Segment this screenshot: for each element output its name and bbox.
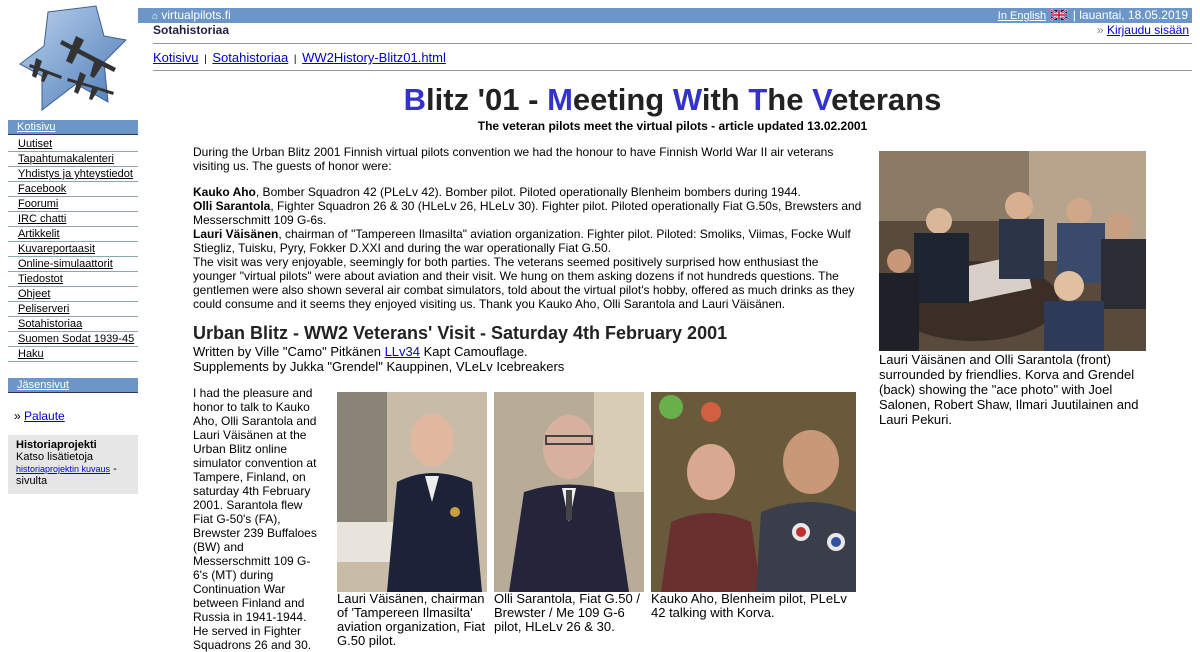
title-initial: V [812, 82, 832, 117]
breadcrumb-section[interactable]: Sotahistoriaa [212, 50, 289, 65]
sidebar-item-sotahistoriaa [8, 317, 138, 332]
english-link[interactable]: In English [997, 10, 1047, 22]
title-part: eeting [572, 82, 665, 117]
uk-flag-icon[interactable] [1051, 10, 1067, 20]
veteran-name: Olli Sarantola [193, 199, 271, 213]
title-initial: B [403, 82, 427, 117]
sidebar-link[interactable]: Artikkelit [18, 228, 60, 240]
sidebar-link[interactable]: Online-simulaattorit [18, 258, 113, 270]
group-photo-caption: Lauri Väisänen and Olli Sarantola (front) surrounded by friendlies. Korva and Grendel (back) showing the "ace photo" with Joel Salonen, Robert Shaw, Ilmari Juutilainen and Lauri Pekuri. [879, 352, 1139, 427]
intro-paragraph: During the Urban Blitz 2001 Finnish virtual pilots convention we had the honour to have Finnish World War II air veterans visiting us. The guests of honor were: [193, 145, 834, 173]
section-heading: Urban Blitz - WW2 Veterans' Visit - Saturday 4th February 2001 [193, 323, 728, 343]
top-bar [138, 8, 1192, 23]
photo-caption: Olli Sarantola, Fiat G.50 / Brewster / Me 109 G-6 pilot, HLeLv 26 & 30. [494, 591, 640, 634]
article-body: I had the pleasure and honor to talk to Kauko Aho, Olli Sarantola and Lauri Väisänen at the Urban Blitz online simulator convention at Tampere, Finland, on saturday 4th February 2001. Sarantola flew Fiat G-50's (FA), Brewster 239 Buffaloes (BW) and Messerschmitt 109 G-6's (MT) during Continuation War between Finland and Russia in 1941-1944. He served in Fighter Squadrons 26 and 30. [193, 386, 317, 652]
feedback-area [8, 409, 138, 423]
sidebar-item-uutiset [8, 137, 138, 152]
group-photo [879, 151, 1146, 351]
site-logo[interactable] [18, 6, 130, 110]
byline-text: Kapt Camouflage. [419, 344, 528, 359]
sidebar-item-kuvareportaasit [8, 242, 138, 257]
login-link[interactable]: Kirjaudu sisään [1106, 23, 1189, 37]
history-project-title: Historiaprojekti [16, 439, 97, 451]
sidebar-item-tiedostot [8, 272, 138, 287]
breadcrumb-page[interactable]: WW2History-Blitz01.html [302, 50, 446, 65]
title-initial: M [547, 82, 573, 117]
byline-text: Written by Ville "Camo" Pitkänen [193, 344, 385, 359]
history-project-text: Katso lisätietoja [16, 451, 94, 463]
sidebar-link[interactable]: Kuvareportaasit [18, 243, 96, 255]
sidebar-link[interactable]: IRC chatti [18, 213, 67, 225]
divider [153, 70, 1192, 71]
sidebar-link[interactable]: Uutiset [18, 138, 53, 150]
byline [193, 344, 564, 374]
sidebar-menu [8, 137, 138, 362]
sidebar-head-members [8, 378, 138, 393]
site-home-link[interactable]: virtualpilots.fi [161, 8, 231, 22]
sidebar-item-tapahtumakalenteri [8, 152, 138, 167]
sidebar-item-haku [8, 347, 138, 362]
title-initial: T [748, 82, 768, 117]
current-date: | lauantai, 18.05.2019 [1072, 8, 1188, 22]
veteran-desc: , chairman of "Tampereen Ilmasilta" aviation organization. Fighter pilot. Piloted: Smoliks, Viimas, Focke Wulf Stiegliz, Tuisku, Pyry, Fokker D.XXI and during the war operationally Fiat G.50. [193, 227, 851, 255]
veteran-desc: , Fighter Squadron 26 & 30 (HLeLv 26, HLeLv 30). Fighter pilot. Piloted operationally Fiat G.50s, Brewsters and Messerschmitt 109 G-6s. [193, 199, 862, 227]
title-initial: W [672, 82, 702, 117]
veteran-photo-aho [651, 392, 856, 592]
divider [153, 43, 1192, 44]
login-prefix: » [1096, 23, 1107, 37]
home-link-container[interactable] [152, 8, 231, 24]
sidebar-item-facebook [8, 182, 138, 197]
sidebar-home-link[interactable]: Kotisivu [17, 121, 56, 133]
title-part: he [767, 82, 804, 117]
article-subtitle: The veteran pilots meet the virtual pilots - article updated 13.02.2001 [477, 119, 868, 133]
veteran-name: Lauri Väisänen [193, 227, 279, 241]
sidebar-link[interactable]: Facebook [18, 183, 67, 195]
sidebar-link[interactable]: Haku [18, 348, 44, 360]
sidebar-head-home [8, 120, 138, 135]
veteran-entry [193, 227, 865, 255]
veteran-entry [193, 185, 865, 199]
sidebar-link[interactable]: Tiedostot [18, 273, 63, 285]
squadron-link[interactable]: LLv34 [384, 344, 420, 359]
sidebar-item-peliserveri [8, 302, 138, 317]
photo-caption: Kauko Aho, Blenheim pilot, PLeLv 42 talking with Korva. [651, 591, 847, 620]
login-area [1097, 23, 1189, 37]
home-icon: ⌂ [152, 11, 159, 22]
veteran-photo-vaisanen [337, 392, 487, 592]
top-bar-right [998, 8, 1188, 24]
title-part: ith [701, 82, 740, 117]
breadcrumb-home[interactable]: Kotisivu [153, 50, 199, 65]
photo-caption: Lauri Väisänen, chairman of 'Tampereen Ilmasilta' aviation organization, Fiat G.50 pilot. [337, 591, 486, 648]
feedback-prefix: » [14, 409, 25, 423]
sidebar-link[interactable]: Tapahtumakalenteri [18, 153, 115, 165]
sidebar-link[interactable]: Foorumi [18, 198, 59, 210]
breadcrumb-separator: | [293, 54, 297, 65]
sidebar-link[interactable]: Ohjeet [18, 288, 51, 300]
summary-paragraph: The visit was very enjoyable, seemingly for both parties. The veterans seemed positively surprised how enthusiast the younger "virtual pilots" were about aviation and their visit. We hung on them asking dozens if not hundreds questions. The gentlemen were also shown several air combat simulators, told about the virtual pilot's hobby, offered as much drinks as they could consume and it seems they enjoyed visiting us. Thank you Kauko Aho, Olli Sarantola and Lauri Väisänen. [193, 255, 855, 311]
sidebar [8, 120, 138, 494]
sidebar-item-artikkelit [8, 227, 138, 242]
sidebar-item-simulaattorit [8, 257, 138, 272]
title-part: eterans [831, 82, 942, 117]
sidebar-item-foorumi [8, 197, 138, 212]
veteran-photo-sarantola [494, 392, 644, 592]
veteran-desc: , Bomber Squadron 42 (PLeLv 42). Bomber pilot. Piloted operationally Blenheim bombers during 1944. [255, 185, 801, 199]
sidebar-item-suomen-sodat [8, 332, 138, 347]
members-link[interactable]: Jäsensivut [17, 379, 69, 391]
section-title: Sotahistoriaa [153, 23, 230, 37]
sidebar-item-irc [8, 212, 138, 227]
history-project-suffix: - sivulta [16, 463, 117, 487]
veteran-name: Kauko Aho [193, 185, 256, 199]
breadcrumb-separator: | [204, 54, 207, 65]
sidebar-item-yhdistys [8, 167, 138, 182]
sidebar-link[interactable]: Peliserveri [18, 303, 70, 315]
history-project-link[interactable]: historiaprojektin kuvaus [16, 464, 111, 474]
title-part: litz '01 - [426, 82, 539, 117]
article-intro [193, 145, 865, 311]
supplements-text: Supplements by Jukka "Grendel" Kauppinen, VLeLv Icebreakers [193, 359, 565, 374]
breadcrumb [153, 50, 446, 65]
sidebar-item-ohjeet [8, 287, 138, 302]
sidebar-link[interactable]: Suomen Sodat 1939-45 [18, 333, 135, 345]
article-title [153, 82, 1192, 118]
veteran-entry [193, 199, 865, 227]
feedback-link[interactable]: Palaute [24, 409, 65, 423]
sidebar-link[interactable]: Yhdistys ja yhteystiedot [18, 168, 133, 180]
history-project-box [8, 435, 138, 494]
sidebar-link[interactable]: Sotahistoriaa [18, 318, 83, 330]
